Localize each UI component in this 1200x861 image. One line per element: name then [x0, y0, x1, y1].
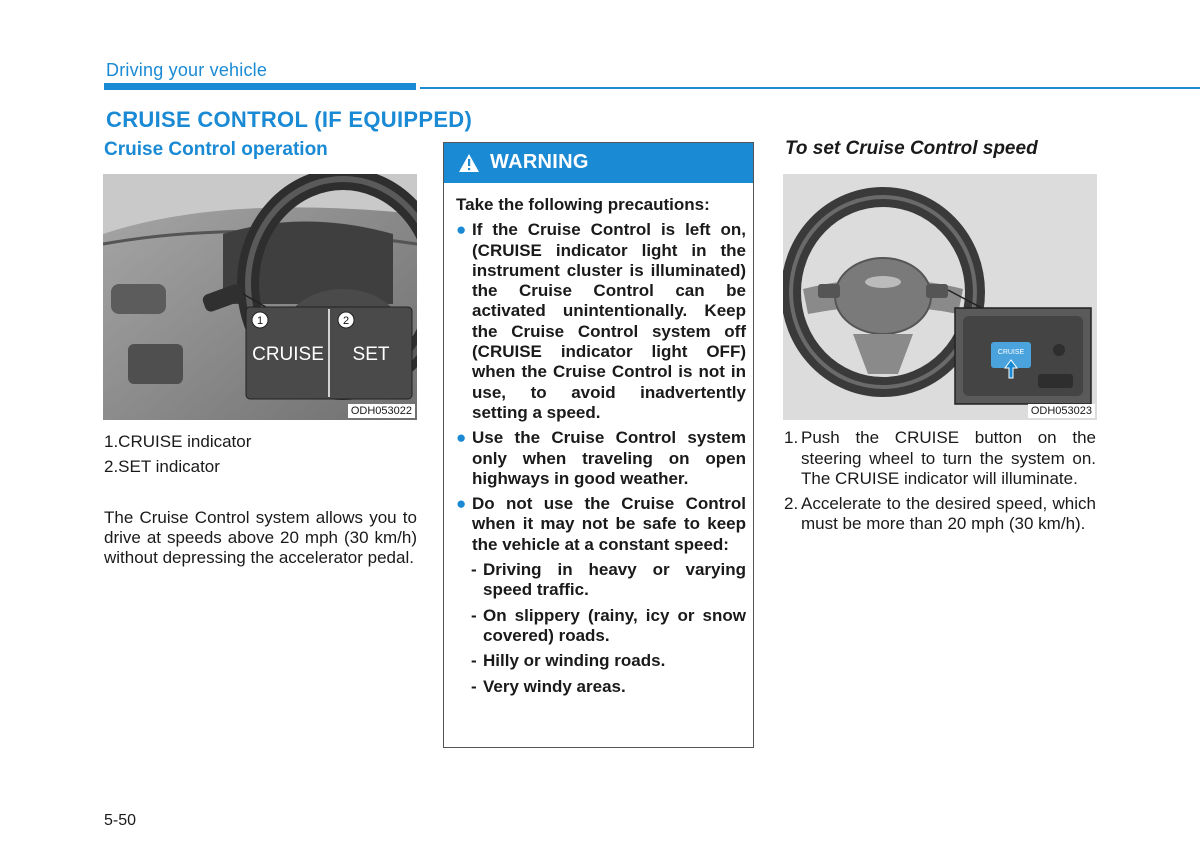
section-subheading: Cruise Control operation — [104, 139, 328, 160]
set-indicator-label: SET — [352, 344, 390, 365]
warning-sub-item — [456, 677, 746, 697]
warning-header — [444, 143, 753, 183]
warning-sub-text: Driving in heavy or varying speed traffic. — [483, 560, 746, 600]
steering-wheel-illustration — [783, 174, 1097, 420]
step-text: Accelerate to the desired speed, which must be more than 20 mph (30 km/h). — [801, 493, 1096, 533]
step-number: 2. — [784, 493, 799, 513]
warning-sub-text: On slippery (rainy, icy or snow covered) roads. — [483, 605, 746, 645]
step-text: Push the CRUISE button on the steering wheel to turn the system on. The CRUISE indicator will illuminate. — [801, 428, 1096, 488]
warning-sub-item — [456, 606, 746, 647]
warning-sub-item — [456, 560, 746, 601]
dash-marker: - — [471, 560, 477, 580]
dashboard-illustration — [103, 174, 417, 420]
warning-intro: Take the following precautions: — [456, 195, 710, 214]
page-number: 5-50 — [104, 812, 137, 829]
callout-2-number: 2 — [342, 315, 350, 327]
section-subheading-italic: To set Cruise Control speed — [785, 138, 1038, 159]
dashboard-figure — [103, 174, 417, 420]
cruise-button-label: CRUISE — [997, 349, 1025, 356]
warning-bullet — [456, 428, 746, 489]
warning-body — [456, 195, 746, 702]
warning-bullet-text: If the Cruise Control is left on, (CRUISE indicator light in the instrument cluster is illuminated) the Cruise Control can be activated unintentionally. Keep the Cruise Control system off (CRUISE indicator light OFF) when the Cruise Control is not in use, to avoid inadvertently setting a speed. — [472, 220, 746, 422]
bullet-icon: ● — [456, 220, 467, 240]
bullet-icon: ● — [456, 494, 467, 514]
figure-code: ODH053023 — [1028, 404, 1095, 418]
step-number: 1. — [784, 428, 799, 447]
cruise-indicator-label: CRUISE — [252, 344, 324, 365]
callout-1-number: 1 — [256, 315, 264, 327]
warning-sub-text: Hilly or winding roads. — [483, 651, 666, 671]
warning-bullet-text: Do not use the Cruise Control when it may not be safe to keep the vehicle at a constant speed: — [472, 494, 746, 554]
header-rule-thin — [420, 87, 1200, 89]
body-paragraph: The Cruise Control system allows you to drive at speeds above 20 mph (30 km/h) without depressing the accelerator pedal. — [104, 508, 417, 567]
warning-sub-text: Very windy areas. — [483, 676, 626, 696]
dash-marker: - — [471, 651, 477, 671]
page-title: CRUISE CONTROL (IF EQUIPPED) — [106, 107, 473, 132]
steering-wheel-figure — [783, 174, 1097, 420]
header-rule-thick — [104, 83, 416, 90]
step-item — [784, 428, 1096, 490]
warning-box — [443, 142, 754, 748]
caption-item: 2.SET indicator — [104, 457, 220, 476]
caption-list — [104, 429, 418, 479]
warning-sub-item — [456, 651, 746, 671]
figure-code: ODH053022 — [348, 404, 415, 418]
caption-item: 1.CRUISE indicator — [104, 432, 252, 451]
warning-bullet-text: Use the Cruise Control system only when traveling on open highways in good weather. — [472, 428, 746, 488]
warning-bullet — [456, 494, 746, 555]
step-list — [784, 428, 1096, 539]
warning-triangle-icon — [458, 153, 480, 173]
step-item — [784, 494, 1096, 535]
dash-marker: - — [471, 676, 477, 696]
warning-bullet — [456, 220, 746, 423]
bullet-icon: ● — [456, 428, 467, 448]
section-label: Driving your vehicle — [106, 60, 268, 80]
warning-title: WARNING — [490, 151, 589, 173]
dash-marker: - — [471, 605, 477, 625]
